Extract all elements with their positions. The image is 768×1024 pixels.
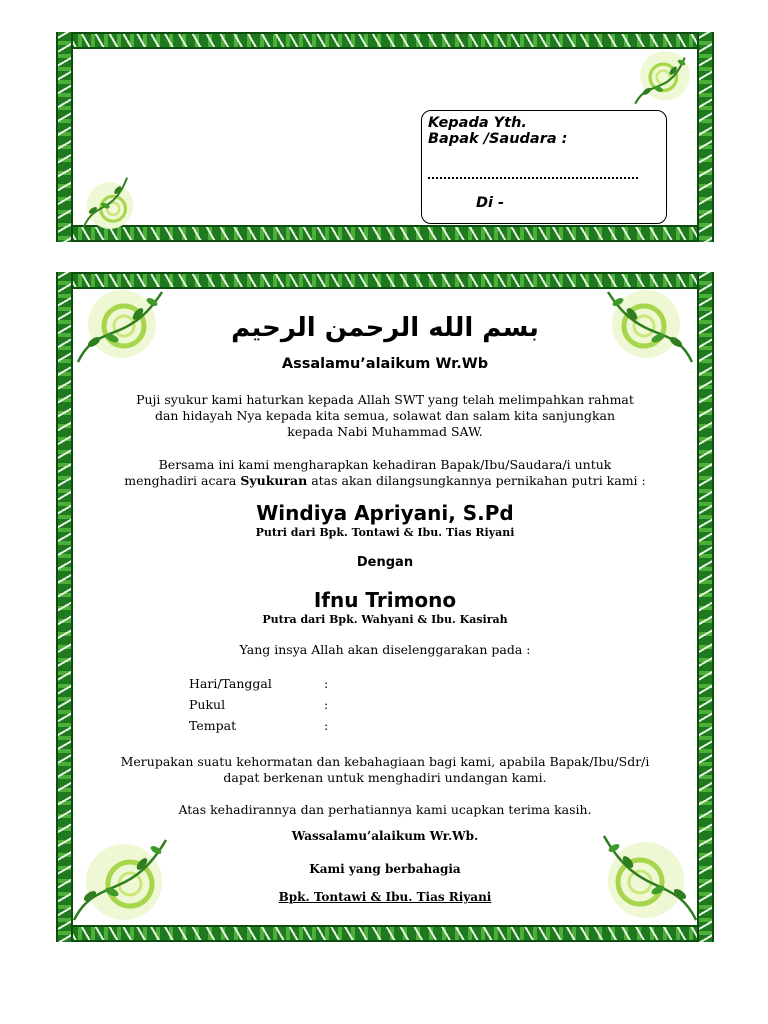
schedule-intro: Yang insya Allah akan diselenggarakan pada : [239, 642, 531, 657]
opening-line-3: kepada Nabi Muhammad SAW. [287, 424, 483, 439]
frame-border-bottom [56, 225, 714, 242]
floral-swirl-icon [72, 286, 172, 366]
opening-line-1: Puji syukur kami haturkan kepada Allah SWT yang telah melimpahkan rahmat [136, 392, 634, 407]
address-at-label: Di - [476, 195, 505, 211]
schedule-label-time: Pukul [189, 697, 226, 712]
schedule-sep-time: : [324, 697, 329, 712]
closing-line-2: dapat berkenan untuk menghadiri undangan kami. [223, 770, 547, 785]
frame-border-bottom [56, 925, 714, 942]
greeting: Assalamu’alaikum Wr.Wb [281, 356, 489, 372]
schedule-label-date: Hari/Tanggal [189, 676, 272, 691]
opening-line-2: dan hidayah Nya kepada kita semua, solawat dan salam kita sanjungkan [154, 408, 616, 423]
floral-swirl-icon [70, 170, 150, 232]
closing-line-1: Merupakan suatu kehormatan dan kebahagiaan bagi kami, apabila Bapak/Ibu/Sdr/i [120, 754, 650, 769]
address-dotted-line [428, 173, 638, 179]
floral-swirl-icon [621, 46, 699, 112]
schedule-label-place: Tempat [189, 718, 237, 733]
farewell: Wassalamu’alaikum Wr.Wb. [291, 829, 479, 843]
address-card-frame [56, 32, 714, 242]
frame-border-top [56, 32, 714, 49]
invitation-card-frame [56, 272, 714, 942]
schedule-sep-date: : [324, 676, 329, 691]
basmalah-calligraphy [231, 302, 539, 348]
request-line-1: Bersama ini kami mengharapkan kehadiran Bapak/Ibu/Saudara/i untuk [158, 457, 612, 472]
schedule-sep-place: : [324, 718, 329, 733]
event-name: Syukuran [240, 473, 308, 488]
address-recipient-label: Bapak /Saudara : [428, 131, 568, 147]
signoff: Kami yang berbahagia [309, 862, 461, 876]
recipient-address-box [421, 110, 667, 224]
bride-name: Windiya Apriyani, S.Pd [256, 501, 514, 525]
with-label: Dengan [356, 555, 414, 570]
groom-parents: Putra dari Bpk. Wahyani & Ibu. Kasirah [262, 613, 508, 626]
floral-swirl-icon [588, 286, 698, 366]
address-to-label: Kepada Yth. [428, 115, 527, 131]
thanks-line: Atas kehadirannya dan perhatiannya kami ucapkan terima kasih. [178, 802, 592, 817]
hosts-signature: Bpk. Tontawi & Ibu. Tias Riyani [278, 890, 492, 904]
request-line-2: menghadiri acara Syukuran atas akan dilangsungkannya pernikahan putri kami : [124, 473, 646, 488]
groom-name: Ifnu Trimono [313, 588, 457, 612]
frame-border-right [697, 32, 714, 242]
svg-text:بسم الله الرحمن الرحيم: بسم الله الرحمن الرحيم [231, 313, 539, 343]
floral-swirl-icon [70, 832, 186, 924]
bride-parents: Putri dari Bpk. Tontawi & Ibu. Tias Riyani [255, 526, 515, 539]
